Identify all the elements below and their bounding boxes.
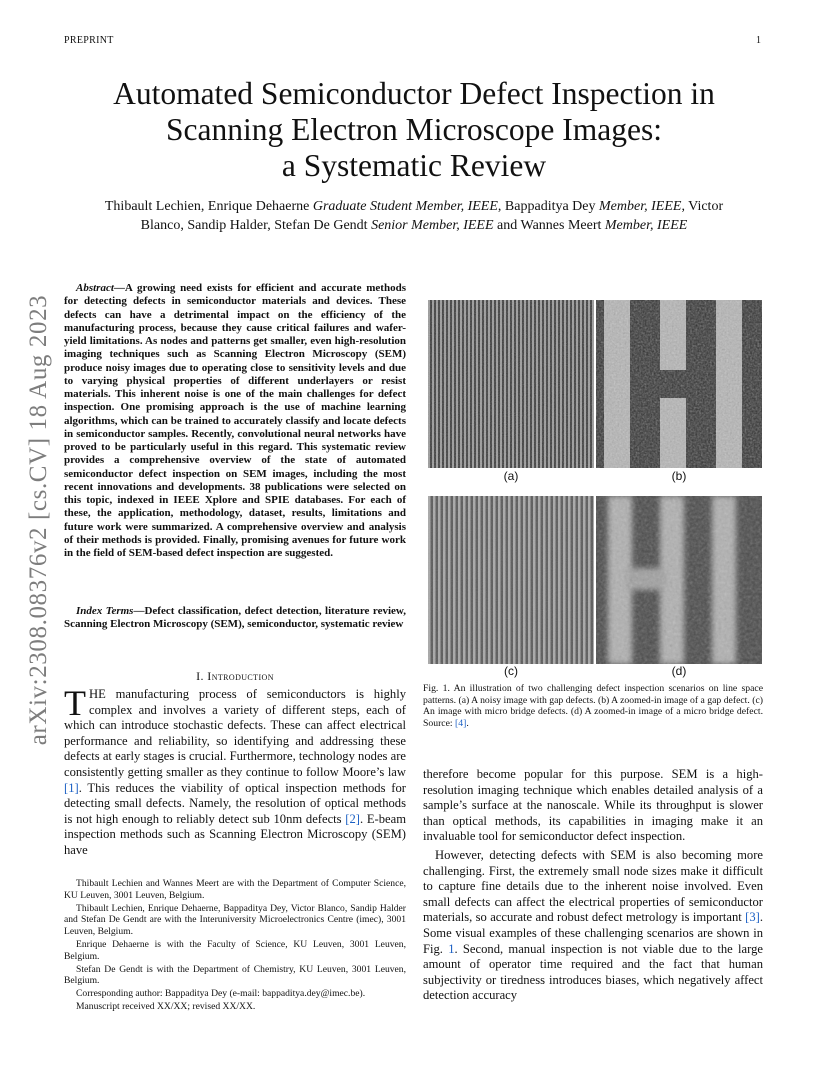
paragraph xyxy=(423,848,763,1004)
title-line: Automated Semiconductor Defect Inspection in xyxy=(113,76,715,111)
author-names: , Victor xyxy=(681,199,724,214)
panel-label-a: (a) xyxy=(503,469,519,483)
caption-text: Fig. 1. An illustration of two challenging defect inspection scenarios on line space patterns. (a) A noisy image with gap defects. (b) A zoomed-in image of a gap defect. (c) An image with micro bridge defects. (d) A zoomed-in image of a micro bridge defect. Source: xyxy=(423,683,763,729)
author-names: and Wannes Meert xyxy=(493,218,605,233)
footnote: Manuscript received XX/XX; revised XX/XX. xyxy=(76,1001,256,1013)
footnote: Thibault Lechien, Enrique Dehaerne, Bappaditya Dey, Victor Blanco, Sandip Halder and Stefan De Gendt are with the Interuniversity Microelectronics Centre (imec), 3001 Leuven, Belgium. xyxy=(64,902,406,937)
figure-1 xyxy=(428,294,762,682)
author-names: Thibault Lechien, Enrique Dehaerne xyxy=(104,199,313,214)
panel-label-b: (b) xyxy=(671,469,687,483)
panel-label-d: (d) xyxy=(671,664,687,678)
abstract-text: —A growing need exists for efficient and accurate methods for detecting defects in semiconductor materials and devices. These defects can have a detrimental impact on the efficiency of the manufacturing process, because they cause critical failures and wafer-yield limitations. As nodes and patterns get smaller, even high-resolution imaging techniques such as Scanning Electron Microscopy (SEM) produce noisy images due to operating close to sensitivity levels and due to varying physical properties of different underlayers or resist materials. This inherent noise is one of the main challenges for defect inspection. One promising approach is the use of machine learning algorithms, which can be trained to accurately classify and locate defects in semiconductor samples. Recently, convolutional neural networks have proved to be particularly useful in this regard. This systematic review provides a comprehensive overview of the state of automated semiconductor defect inspection on SEM images, including the most recent innovations and developments. 38 publications were selected on this topic, indexed in IEEE Xplore and SPIE databases. For each of these, the application, methodology, dataset, results, limitations and future work were summarized. A comprehensive overview and analysis of their methods is provided. Finally, promising avenues for future work in the field of SEM-based defect inspection are suggested. xyxy=(64,282,406,559)
sem-image-d xyxy=(596,496,762,664)
section-heading: I. Introduction xyxy=(196,669,274,683)
right-column-text xyxy=(423,767,763,1004)
intro-text: . This reduces the viability of optical inspection methods for detecting small defects. Namely, the resolution of optical methods is not high enough to reliably detect sub 10nm defects xyxy=(64,780,406,826)
author-line xyxy=(62,197,766,216)
caption-text: . xyxy=(466,717,469,729)
abstract-label: Abstract xyxy=(76,282,114,294)
arxiv-stamp xyxy=(24,280,54,760)
dropcap: T xyxy=(64,683,86,723)
citation-link[interactable]: [3] xyxy=(745,910,760,925)
sem-image-a xyxy=(428,300,594,468)
footnotes xyxy=(64,878,406,1015)
author-membership: Graduate Student Member, IEEE xyxy=(312,199,498,214)
author-membership: Member, IEEE xyxy=(604,218,688,233)
arxiv-stamp-text: arXiv:2308.08376v2 [cs.CV] 18 Aug 2023 xyxy=(25,294,52,746)
intro-paragraph xyxy=(64,683,406,859)
paragraph-text: . Some visual examples of these challenging scenarios are shown in Fig. xyxy=(423,910,763,956)
intro-text: . E-beam inspection methods such as Scanning Electron Microscopy (SEM) have xyxy=(64,811,406,857)
footnote: Stefan De Gendt is with the Department of Chemistry, KU Leuven, 3001 Leuven, Belgium. xyxy=(64,963,406,987)
sem-image-b xyxy=(596,300,762,468)
footnote: Corresponding author: Bappaditya Dey (e-mail: bappaditya.dey@imec.be). xyxy=(76,988,366,1000)
index-terms-text: —Defect classification, defect detection, literature review, Scanning Electron Microscopy (SEM), semiconductor, systematic review xyxy=(64,605,406,631)
author-names: Blanco, Sandip Halder, Stefan De Gendt xyxy=(140,218,372,233)
citation-link[interactable]: [2] xyxy=(345,811,360,826)
author-membership: Member, IEEE xyxy=(599,199,682,214)
footnote: Enrique Dehaerne is with the Faculty of Science, KU Leuven, 3001 Leuven, Belgium. xyxy=(64,938,406,962)
footnote: Thibault Lechien and Wannes Meert are with the Department of Computer Science, KU Leuven, 3001 Leuven, Belgium. xyxy=(64,878,406,901)
sem-image-c xyxy=(428,496,594,664)
paragraph-text: . Second, manual inspection is not viable due to the large amount of operator time required and the fact that human subjectivity or tiredness introduces biases, which negatively affect detection accuracy xyxy=(423,941,763,1003)
figure-caption xyxy=(423,683,763,729)
title-line: Scanning Electron Microscope Images: xyxy=(166,112,662,147)
running-header: PREPRINT xyxy=(64,35,114,46)
panel-label-c: (c) xyxy=(504,664,518,678)
title-line: a Systematic Review xyxy=(281,148,547,183)
paper-title xyxy=(60,76,768,184)
abstract xyxy=(64,282,406,560)
citation-link[interactable]: [1] xyxy=(64,780,79,795)
intro-text: HE manufacturing process of semiconductors is highly complex and involves a variety of different steps, each of which can introduce stochastic defects. These can affect electrical performance and reliability, so identifying and addressing these defects at early stages is crucial. Furthermore, technology nodes are consistently getting smaller as they continue to follow Moore’s law xyxy=(64,687,406,779)
figure-link[interactable]: 1 xyxy=(448,941,455,956)
paragraph: therefore become popular for this purpose. SEM is a high-resolution imaging technique which enables detailed analysis of a sample’s surface at the nanoscale. While its throughput is slower than optical methods, its capabilities in imaging make it an invaluable tool for semiconductor defect inspection. xyxy=(423,767,763,844)
author-list xyxy=(62,197,766,235)
paragraph-text: However, detecting defects with SEM is also becoming more challenging. First, the extremely small node sizes make it difficult to capture fine details due to the inherent noise involved. Even small defects can affect the electrical properties of semiconductor materials, so accurate and robust defect metrology is important xyxy=(423,847,763,925)
author-names: , Bappaditya Dey xyxy=(497,199,600,214)
citation-link[interactable]: [4] xyxy=(455,717,467,729)
index-terms xyxy=(64,605,406,632)
page-number: 1 xyxy=(756,35,762,46)
author-membership: Senior Member, IEEE xyxy=(371,218,494,233)
index-terms-label: Index Terms xyxy=(76,605,134,617)
author-line xyxy=(62,216,766,235)
